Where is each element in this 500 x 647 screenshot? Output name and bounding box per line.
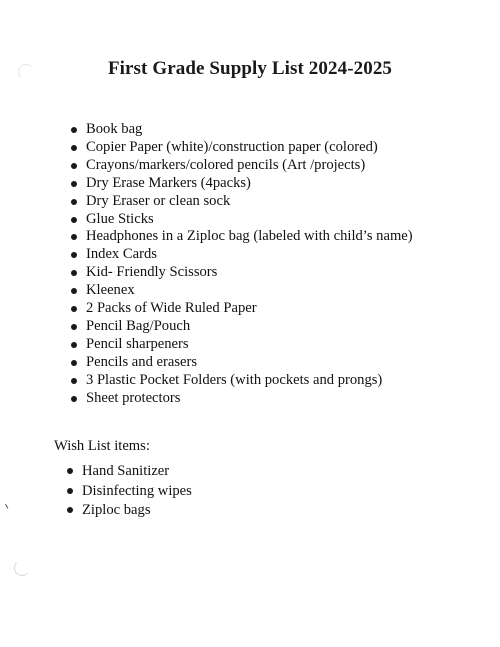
list-item-text: Book bag	[86, 121, 143, 137]
list-item	[66, 228, 413, 246]
list-item-text: Copier Paper (white)/construction paper (colored)	[86, 138, 378, 155]
list-item-text: Ziploc bags	[82, 502, 151, 518]
list-item	[66, 264, 413, 282]
bullet-icon	[71, 360, 77, 366]
list-item	[66, 246, 413, 264]
list-item	[66, 121, 413, 139]
list-item-text: Crayons/markers/colored pencils (Art /projects)	[86, 156, 366, 173]
bullet-icon	[71, 396, 77, 402]
list-item	[66, 157, 413, 175]
bullet-icon	[71, 127, 77, 133]
list-item	[66, 336, 413, 354]
bullet-icon	[71, 199, 77, 205]
scan-speck	[5, 502, 11, 508]
list-item-text: Kid- Friendly Scissors	[86, 264, 218, 281]
list-item	[66, 300, 413, 318]
list-item-text: Disinfecting wipes	[82, 482, 192, 499]
bullet-icon	[71, 342, 77, 348]
list-item-text: Pencil sharpeners	[86, 335, 189, 352]
list-item	[66, 175, 413, 193]
wish-list-heading: Wish List items:	[54, 438, 150, 454]
bullet-icon	[71, 181, 77, 187]
bullet-icon	[71, 163, 77, 169]
list-item	[66, 282, 413, 300]
bullet-icon	[71, 306, 77, 312]
page-title-text: First Grade Supply List 2024-2025	[107, 58, 393, 79]
list-item	[66, 354, 413, 372]
bullet-icon	[71, 270, 77, 276]
list-item-text: 3 Plastic Pocket Folders (with pockets and prongs)	[86, 371, 383, 388]
list-item-text: Dry Eraser or clean sock	[86, 192, 231, 209]
list-item-text: Pencil Bag/Pouch	[86, 317, 191, 334]
list-item	[62, 482, 192, 502]
list-item	[62, 501, 192, 521]
bullet-icon	[71, 288, 77, 294]
bullet-icon	[67, 468, 73, 474]
list-item-text: 2 Packs of Wide Ruled Paper	[86, 300, 257, 317]
punch-hole-mark	[14, 560, 30, 576]
list-item	[66, 193, 413, 211]
supply-list	[66, 121, 413, 408]
list-item	[66, 372, 413, 390]
page-title	[0, 58, 500, 80]
list-item	[66, 211, 413, 229]
bullet-icon	[67, 488, 73, 494]
list-item-text: Dry Erase Markers (4packs)	[86, 174, 251, 191]
bullet-icon	[71, 378, 77, 384]
list-item	[66, 318, 413, 336]
list-item-text: Hand Sanitizer	[82, 463, 170, 479]
list-item	[62, 462, 192, 482]
list-item	[66, 139, 413, 157]
bullet-icon	[71, 145, 77, 151]
list-item-text: Kleenex	[86, 282, 135, 299]
bullet-icon	[71, 234, 77, 240]
list-item-text: Pencils and erasers	[86, 353, 198, 370]
list-item-text: Headphones in a Ziploc bag (labeled with child’s name)	[86, 228, 413, 245]
list-item	[66, 390, 413, 408]
list-item-text: Glue Sticks	[86, 210, 154, 227]
bullet-icon	[71, 252, 77, 258]
bullet-icon	[71, 324, 77, 330]
list-item-text: Index Cards	[86, 246, 157, 263]
wish-list	[62, 462, 192, 521]
bullet-icon	[71, 217, 77, 223]
list-item-text: Sheet protectors	[86, 389, 181, 406]
bullet-icon	[67, 507, 73, 513]
